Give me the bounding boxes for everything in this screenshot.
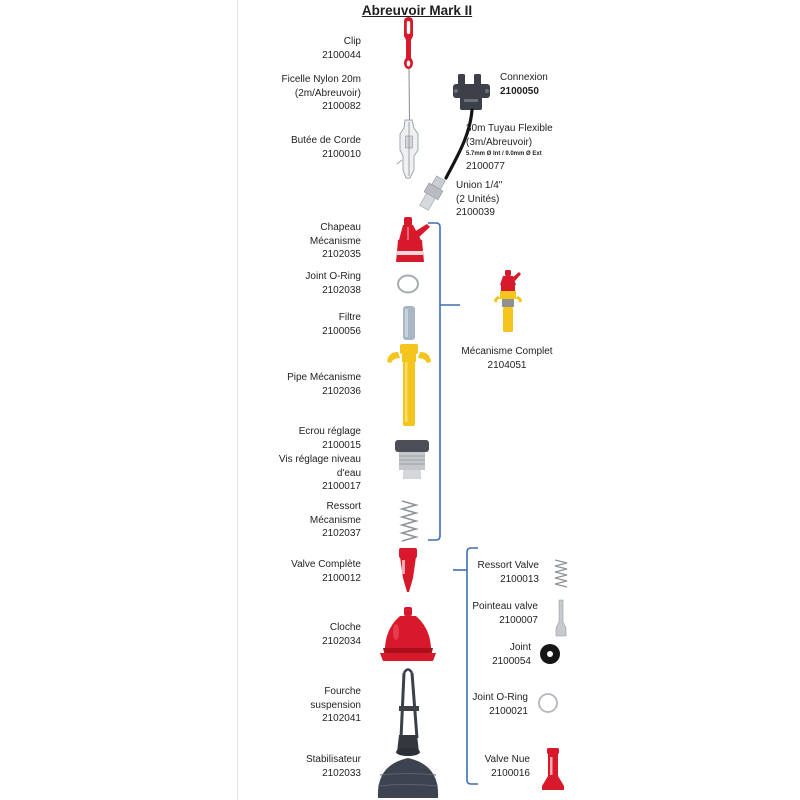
label-butee [291, 134, 361, 161]
part-name: Cloche [329, 622, 361, 633]
part-code: 2102037 [322, 528, 361, 539]
part-code: 2100050 [500, 85, 539, 97]
label-ficelle [282, 73, 361, 114]
label-filtre [322, 311, 361, 338]
label-tuyau [466, 122, 553, 173]
part-name-detail: suspension [310, 699, 361, 711]
complete-valve-part [399, 548, 417, 592]
part-code: 2100013 [500, 573, 539, 585]
part-name: Valve Nue [484, 754, 530, 765]
part-name: Valve Complète [291, 559, 361, 570]
part-name-detail: (2m/Abreuvoir) [294, 87, 361, 99]
part-name-detail: (2 Unités) [456, 193, 500, 205]
part-code: 2100012 [322, 572, 361, 584]
mechanism-spring-part [402, 501, 416, 541]
part-code: 2100021 [489, 705, 528, 717]
part-name: Mécanisme Complet [461, 346, 553, 357]
label-stabilisateur [306, 753, 361, 780]
label-mecanisme-complet [447, 345, 567, 372]
washer-part [540, 644, 560, 664]
part-name: Fourche [324, 686, 361, 697]
part-name: Clip [343, 36, 361, 47]
part-name: Connexion [500, 72, 548, 83]
part-code: 2100007 [499, 614, 538, 626]
valve-o-ring-part [539, 694, 557, 712]
filter-part [403, 306, 415, 340]
part-code: 2102033 [322, 767, 361, 779]
label-pointeau [472, 600, 538, 627]
part-code: 2102035 [322, 249, 361, 260]
label-ressort-valve [477, 559, 539, 586]
part-code: 2102034 [322, 635, 361, 647]
part-name-detail: d'eau [336, 467, 361, 479]
rope-stop-part [397, 120, 418, 178]
part-code: 2102038 [322, 284, 361, 296]
bell-part [380, 607, 436, 661]
part-code: 2104051 [487, 359, 527, 371]
label-joint [492, 641, 531, 668]
part-name: Chapeau [320, 222, 361, 233]
part-name: Filtre [338, 312, 361, 323]
part-name-detail: Mécanisme [309, 235, 361, 247]
part-name: Butée de Corde [290, 135, 361, 146]
valve-spring-part [555, 560, 567, 587]
part-name: Pointeau valve [472, 601, 538, 612]
label-cloche [322, 621, 361, 648]
valve-bracket [453, 548, 478, 784]
part-spec: 5.7mm Ø Int / 9.0mm Ø Ext [466, 151, 542, 157]
label-union [456, 179, 502, 220]
part-name: Ressort Valve [477, 560, 539, 571]
part-name-detail: (3m/Abreuvoir) [466, 136, 533, 148]
o-ring-part [398, 276, 418, 293]
part-name: Union 1/4" [456, 180, 503, 191]
part-code: 2100017 [322, 481, 361, 492]
label-fourche [310, 685, 361, 726]
part-code: 2100077 [466, 160, 505, 172]
adjustment-nut-part [395, 440, 429, 479]
part-code: 2102036 [322, 385, 361, 397]
label-ressort-mecanisme [310, 500, 361, 541]
part-name-detail: Mécanisme [309, 514, 361, 526]
part-code: 2100015 [322, 439, 361, 451]
label-valve-nue [485, 753, 530, 780]
valve-needle-part [556, 600, 566, 636]
union-fitting-part [417, 174, 448, 211]
mechanism-bracket [428, 223, 460, 540]
label-clip [322, 35, 361, 62]
part-code: 2100044 [322, 49, 361, 61]
part-name: Joint O-Ring [472, 692, 528, 703]
label-joint-oring-mecanisme [305, 270, 361, 297]
part-name: Joint O-Ring [305, 271, 361, 282]
part-code: 2100054 [492, 655, 531, 667]
connector-part [453, 74, 490, 110]
part-name: Pipe Mécanisme [287, 372, 361, 383]
mechanism-cap-part [396, 217, 430, 262]
label-ecrou [299, 425, 361, 452]
part-name: Joint [509, 642, 531, 653]
part-name: Vis réglage niveau [278, 454, 361, 465]
complete-mechanism-part [494, 270, 522, 332]
part-code: 2100082 [322, 101, 361, 112]
part-name: Ecrou réglage [298, 426, 361, 437]
label-chapeau [310, 221, 361, 262]
part-code: 2102041 [322, 713, 361, 724]
bare-valve-part [542, 748, 564, 790]
label-connexion [500, 71, 548, 98]
part-code: 2100039 [456, 207, 495, 218]
nylon-string-part [409, 69, 410, 120]
label-valve-complete [291, 558, 361, 585]
diagram-title: Abreuvoir Mark II [361, 3, 473, 18]
part-name: Ficelle Nylon 20m [281, 74, 361, 85]
label-pipe [287, 371, 361, 398]
part-code: 2100016 [491, 767, 530, 779]
mechanism-pipe-part [387, 344, 431, 426]
part-name: Ressort [326, 501, 361, 512]
label-vis [279, 453, 361, 494]
part-name: 30m Tuyau Flexible [466, 123, 553, 134]
part-code: 2100010 [322, 148, 361, 160]
part-name: Stabilisateur [305, 754, 361, 765]
label-joint-oring-valve [472, 691, 528, 718]
clip-part [404, 17, 413, 69]
part-code: 2100056 [322, 325, 361, 337]
suspension-fork-part [399, 670, 419, 739]
stabilizer-part [378, 735, 438, 798]
